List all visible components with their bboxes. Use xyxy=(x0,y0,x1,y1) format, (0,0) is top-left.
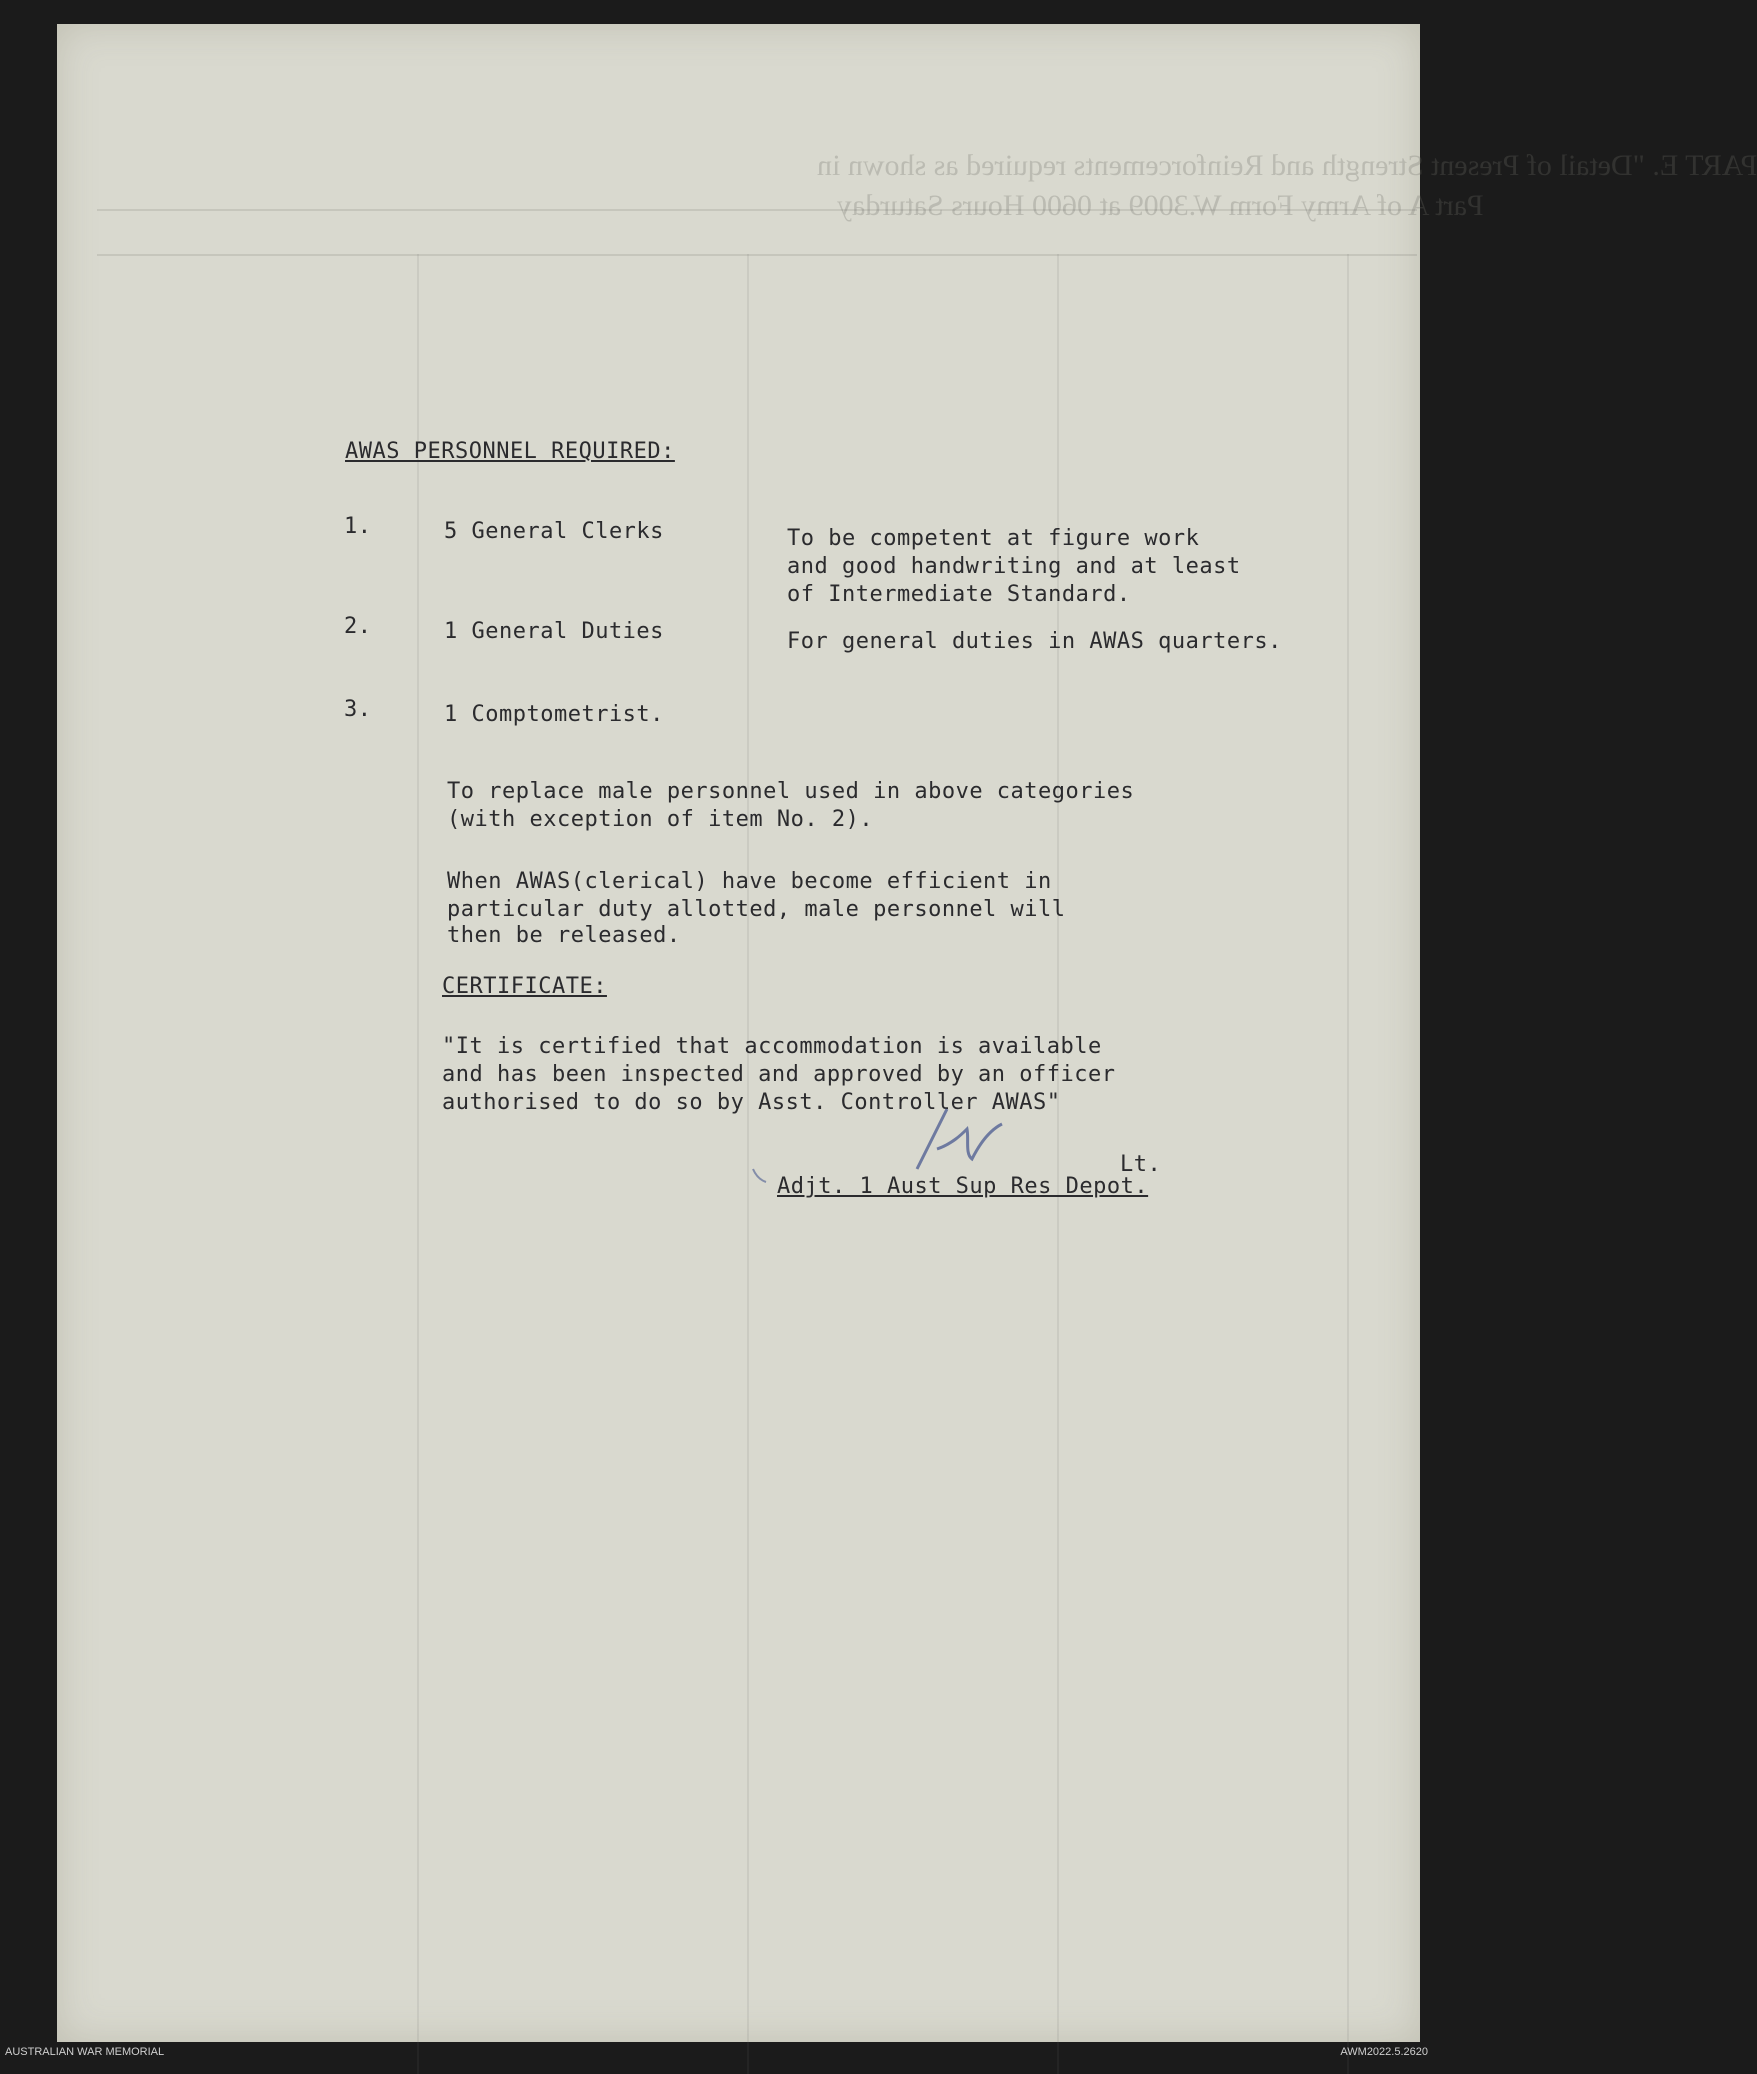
cert-line-1: "It is certified that accommodation is available xyxy=(442,1034,1102,1059)
certificate-heading: CERTIFICATE: xyxy=(442,974,607,999)
footer-accession-number: AWM2022.5.2620 xyxy=(1340,2046,1428,2058)
para1-line-1: To replace male personnel used in above categories xyxy=(447,779,1135,804)
cert-line-2: and has been inspected and approved by an officer xyxy=(442,1062,1116,1087)
reverse-text-line-1: PART E. "Detail of Present Strength and Reinforcements required as shown in xyxy=(817,149,1757,182)
item-1-desc-2: and good handwriting and at least xyxy=(787,554,1241,579)
item-1-number: 1. xyxy=(344,514,372,539)
personnel-heading: AWAS PERSONNEL REQUIRED: xyxy=(345,439,675,464)
para2-line-3: then be released. xyxy=(447,923,681,948)
para1-line-2: (with exception of item No. 2). xyxy=(447,807,874,832)
item-1-desc-3: of Intermediate Standard. xyxy=(787,582,1131,607)
signature-title: Adjt. 1 Aust Sup Res Depot. xyxy=(777,1174,1149,1199)
document-page xyxy=(57,24,1757,2042)
item-3-role: 1 Comptometrist. xyxy=(444,702,664,727)
item-3-number: 3. xyxy=(344,697,372,722)
signature-mark xyxy=(750,1166,770,1186)
item-1-role: 5 General Clerks xyxy=(444,519,664,544)
reverse-text-line-2: Part A of Army Form W.3009 at 0600 Hours Saturday xyxy=(837,189,1484,222)
cert-line-3: authorised to do so by Asst. Controller AWAS" xyxy=(442,1090,1061,1115)
rank-label: Lt. xyxy=(1120,1152,1162,1177)
item-1-desc-1: To be competent at figure work xyxy=(787,526,1200,551)
para2-line-1: When AWAS(clerical) have become efficient in xyxy=(447,869,1052,894)
item-2-role: 1 General Duties xyxy=(444,619,664,644)
item-2-number: 2. xyxy=(344,614,372,639)
footer-source: AUSTRALIAN WAR MEMORIAL xyxy=(5,2046,165,2058)
para2-line-2: particular duty allotted, male personnel will xyxy=(447,897,1066,922)
item-2-desc-1: For general duties in AWAS quarters. xyxy=(787,629,1282,654)
